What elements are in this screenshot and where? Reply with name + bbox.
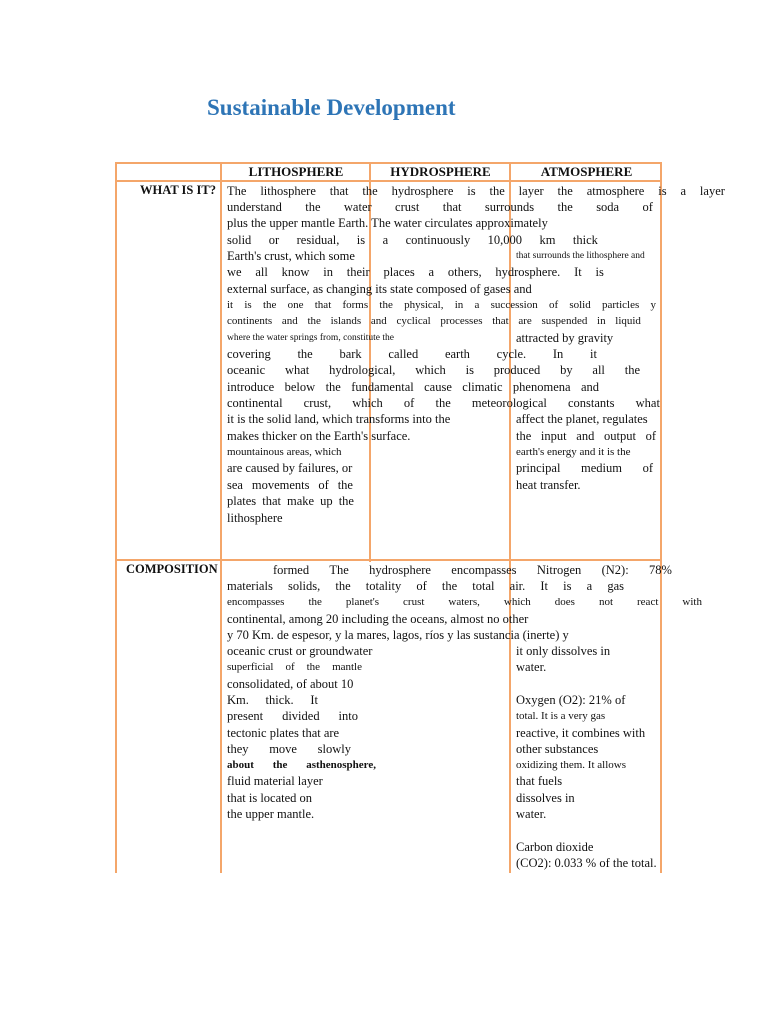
word: the (557, 200, 573, 214)
word: introduce (227, 380, 275, 394)
word: output (603, 429, 636, 443)
text-line (227, 264, 604, 280)
word: the (441, 579, 458, 593)
word: 10,000 (487, 233, 523, 247)
table-border-vertical (115, 162, 117, 873)
text-line: heat transfer. (516, 478, 581, 492)
word: earth (444, 347, 470, 361)
word: sea (227, 478, 243, 492)
word: the (516, 429, 532, 443)
word: principal (516, 461, 561, 475)
word: 78% (649, 563, 672, 577)
word: the (435, 396, 451, 410)
word: atmosphere (586, 184, 645, 198)
word: cyclical (396, 315, 431, 327)
word: it (227, 299, 234, 311)
word: and (281, 315, 298, 327)
word: movements (251, 478, 310, 492)
word: layer (518, 184, 544, 198)
word: is (595, 265, 604, 279)
word: in (323, 265, 333, 279)
word: all (255, 265, 268, 279)
text-line: water. (516, 660, 547, 674)
word: and (580, 380, 599, 394)
text-line: lithosphere (227, 511, 283, 525)
word: islands (330, 315, 362, 327)
word: crust (395, 200, 420, 214)
word: produced (493, 363, 541, 377)
text-line (227, 692, 318, 708)
word: in (597, 315, 606, 327)
document-title: Sustainable Development (207, 95, 456, 120)
text-line (516, 460, 653, 476)
word: the (624, 363, 640, 377)
word: planet's (345, 596, 380, 608)
text-line: earth's energy and it is the (516, 446, 631, 458)
word: mantle (332, 661, 362, 673)
word: air. (509, 579, 526, 593)
word: below (284, 380, 316, 394)
text-line: makes thicker on the Earth's surface. (227, 429, 411, 443)
word: surrounds (484, 200, 535, 214)
text-line: continental, among 20 including the oceans, almost no other (227, 612, 529, 626)
word: covering (227, 347, 271, 361)
text-line (227, 395, 660, 411)
word: hydrological, (329, 363, 396, 377)
text-line: oxidizing them. It allows (516, 759, 626, 771)
word: input (540, 429, 567, 443)
word: water (343, 200, 372, 214)
text-line: affect the planet, regulates (516, 412, 648, 426)
word: materials (227, 579, 273, 593)
word: oceanic (227, 363, 266, 377)
word: crust, (303, 396, 332, 410)
word: In (552, 347, 564, 361)
word: Nitrogen (536, 563, 582, 577)
word: is (356, 233, 366, 247)
text-line: water. (516, 807, 547, 821)
word: processes (440, 315, 483, 327)
word: meteorological (471, 396, 547, 410)
text-line (516, 428, 656, 444)
text-line (227, 708, 358, 724)
text-line (227, 578, 624, 594)
word: they (227, 742, 249, 756)
word: by (560, 363, 573, 377)
word: the (379, 299, 393, 311)
text-line: oceanic crust or groundwater (227, 644, 373, 658)
word: the (305, 200, 321, 214)
text-line: it only dissolves in (516, 644, 611, 658)
word: totality (365, 579, 402, 593)
word: y (650, 299, 656, 311)
text-line: plus the upper mantle Earth. The water circulates approximately (227, 216, 548, 230)
word: understand (227, 200, 282, 214)
word: crust (403, 596, 425, 608)
text-line: mountainous areas, which (227, 446, 342, 458)
word: The (329, 563, 349, 577)
word: one (287, 299, 304, 311)
text-line (227, 741, 351, 757)
word: layer (699, 184, 725, 198)
word: superficial (227, 661, 274, 673)
word: their (346, 265, 370, 279)
text-line: dissolves in (516, 791, 575, 805)
word: of (403, 396, 415, 410)
word: encompasses (227, 596, 285, 608)
word: that (492, 315, 509, 327)
word: solid (569, 299, 591, 311)
word: that (262, 494, 281, 508)
word: which (352, 396, 383, 410)
word: present (227, 709, 264, 723)
text-line: are caused by failures, or (227, 461, 353, 475)
word: called (388, 347, 419, 361)
text-line (227, 183, 725, 199)
word: places (383, 265, 415, 279)
word: that (329, 184, 349, 198)
word: the (307, 315, 321, 327)
word: that (314, 299, 332, 311)
word: of (645, 429, 656, 443)
word: total (472, 579, 495, 593)
text-line (273, 562, 672, 578)
word: is (658, 184, 667, 198)
text-line: that surrounds the lithosphere and (516, 251, 645, 261)
word: is (467, 184, 476, 198)
text-line (227, 757, 376, 773)
text-line (227, 232, 598, 248)
word: the (489, 184, 505, 198)
text-line: that is located on (227, 791, 313, 805)
word: soda (596, 200, 620, 214)
text-line (227, 199, 653, 215)
word: liquid (615, 315, 641, 327)
word: solids, (287, 579, 321, 593)
word: that (442, 200, 462, 214)
word: cause (424, 380, 452, 394)
word: which (415, 363, 446, 377)
text-line: fluid material layer (227, 774, 323, 788)
word: It (574, 265, 582, 279)
row-label-composition: COMPOSITION (126, 562, 218, 576)
word: the (272, 759, 288, 771)
text-line (227, 659, 362, 675)
word: It (540, 579, 549, 593)
text-line (227, 362, 640, 378)
text-line (227, 297, 656, 313)
word: a (680, 184, 687, 198)
word: the (338, 494, 354, 508)
word: the (306, 661, 321, 673)
word: of (548, 299, 559, 311)
word: encompasses (451, 563, 517, 577)
word: hydrosphere (369, 563, 431, 577)
word: of (642, 200, 653, 214)
text-line (227, 477, 353, 493)
table-border-vertical (220, 162, 222, 873)
word: a (428, 265, 435, 279)
word: others, (447, 265, 482, 279)
word: physical, (404, 299, 444, 311)
word: forms (342, 299, 369, 311)
word: the (362, 184, 378, 198)
word: of (642, 461, 653, 475)
word: is (563, 579, 572, 593)
word: medium (581, 461, 622, 475)
word: fundamental (351, 380, 414, 394)
word: what (635, 396, 660, 410)
column-header-hydrosphere: HYDROSPHERE (390, 164, 491, 179)
word: suspended (541, 315, 588, 327)
word: lithosphere (260, 184, 316, 198)
table-border-vertical (660, 162, 662, 873)
word: up (320, 494, 333, 508)
text-line: other substances (516, 742, 599, 756)
word: are (518, 315, 532, 327)
word: all (592, 363, 605, 377)
row-label-what-is-it: WHAT IS IT? (140, 183, 216, 197)
text-line: attracted by gravity (516, 331, 614, 345)
word: is (244, 299, 252, 311)
text-line: total. It is a very gas (516, 710, 606, 722)
text-line (227, 346, 597, 362)
word: it (590, 347, 597, 361)
word: It (310, 693, 318, 707)
word: of (285, 661, 295, 673)
word: of (318, 478, 329, 492)
column-header-atmosphere: ATMOSPHERE (540, 164, 633, 179)
word: gas (607, 579, 624, 593)
text-line: external surface, as changing its state composed of gases and (227, 282, 532, 296)
text-line: Oxygen (O2): 21% of (516, 693, 626, 707)
word: into (338, 709, 358, 723)
word: and (576, 429, 595, 443)
word: react (637, 596, 659, 608)
text-line: (CO2): 0.033 % of the total. (516, 856, 657, 870)
word: bark (339, 347, 362, 361)
word: the (337, 478, 353, 492)
word: we (227, 265, 242, 279)
text-line: it is the solid land, which transforms into the (227, 412, 451, 426)
word: or (268, 233, 280, 247)
text-line (227, 379, 599, 395)
word: in (454, 299, 464, 311)
word: the (308, 596, 322, 608)
word: the (262, 299, 277, 311)
word: constants (567, 396, 615, 410)
word: climatic (462, 380, 503, 394)
word: the (335, 579, 351, 593)
column-header-lithosphere: LITHOSPHERE (248, 164, 344, 179)
text-line: the upper mantle. (227, 807, 315, 821)
word: Km. (227, 693, 249, 707)
word: a (382, 233, 389, 247)
text-line (227, 594, 702, 610)
word: continental (227, 396, 283, 410)
word: waters, (448, 596, 480, 608)
word: a (586, 579, 593, 593)
text-line: that fuels (516, 774, 563, 788)
word: of (416, 579, 427, 593)
word: about (227, 759, 254, 771)
text-line: consolidated, of about 10 (227, 677, 354, 691)
text-line: reactive, it combines with (516, 726, 646, 740)
text-line (227, 313, 641, 329)
word: succession (490, 299, 538, 311)
table-border-horizontal (115, 559, 662, 561)
word: not (598, 596, 614, 608)
word: hydrosphere. (495, 265, 561, 279)
word: which (503, 596, 531, 608)
word: the (557, 184, 573, 198)
word: with (682, 596, 702, 608)
word: cycle. (496, 347, 527, 361)
text-line: where the water springs from, constitute the (227, 333, 394, 343)
word: hydrosphere (391, 184, 454, 198)
word: (N2): (601, 563, 629, 577)
word: thick (572, 233, 598, 247)
text-line: Earth's crust, which some (227, 249, 355, 263)
word: formed (273, 563, 310, 577)
word: plates (227, 494, 257, 508)
word: make (287, 494, 315, 508)
word: residual, (296, 233, 340, 247)
word: phenomena (512, 380, 571, 394)
text-line: Carbon dioxide (516, 840, 594, 854)
word: divided (282, 709, 320, 723)
text-line (227, 493, 354, 509)
word: solid (227, 233, 252, 247)
table-border-horizontal (115, 180, 662, 182)
word: is (465, 363, 474, 377)
word: know (281, 265, 310, 279)
word: The (227, 184, 247, 198)
word: the (297, 347, 313, 361)
word: does (554, 596, 575, 608)
word: thick. (265, 693, 294, 707)
word: the (325, 380, 341, 394)
word: particles (601, 299, 640, 311)
word: what (284, 363, 310, 377)
word: a (474, 299, 480, 311)
text-line: tectonic plates that are (227, 726, 340, 740)
word: move (269, 742, 297, 756)
text-line: y 70 Km. de espesor, y la mares, lagos, ríos y las sustancia (inerte) y (227, 628, 569, 642)
word: continents (227, 315, 273, 327)
word: km (539, 233, 556, 247)
word: continuously (405, 233, 471, 247)
word: and (370, 315, 387, 327)
word: asthenosphere, (306, 759, 376, 771)
word: slowly (317, 742, 351, 756)
